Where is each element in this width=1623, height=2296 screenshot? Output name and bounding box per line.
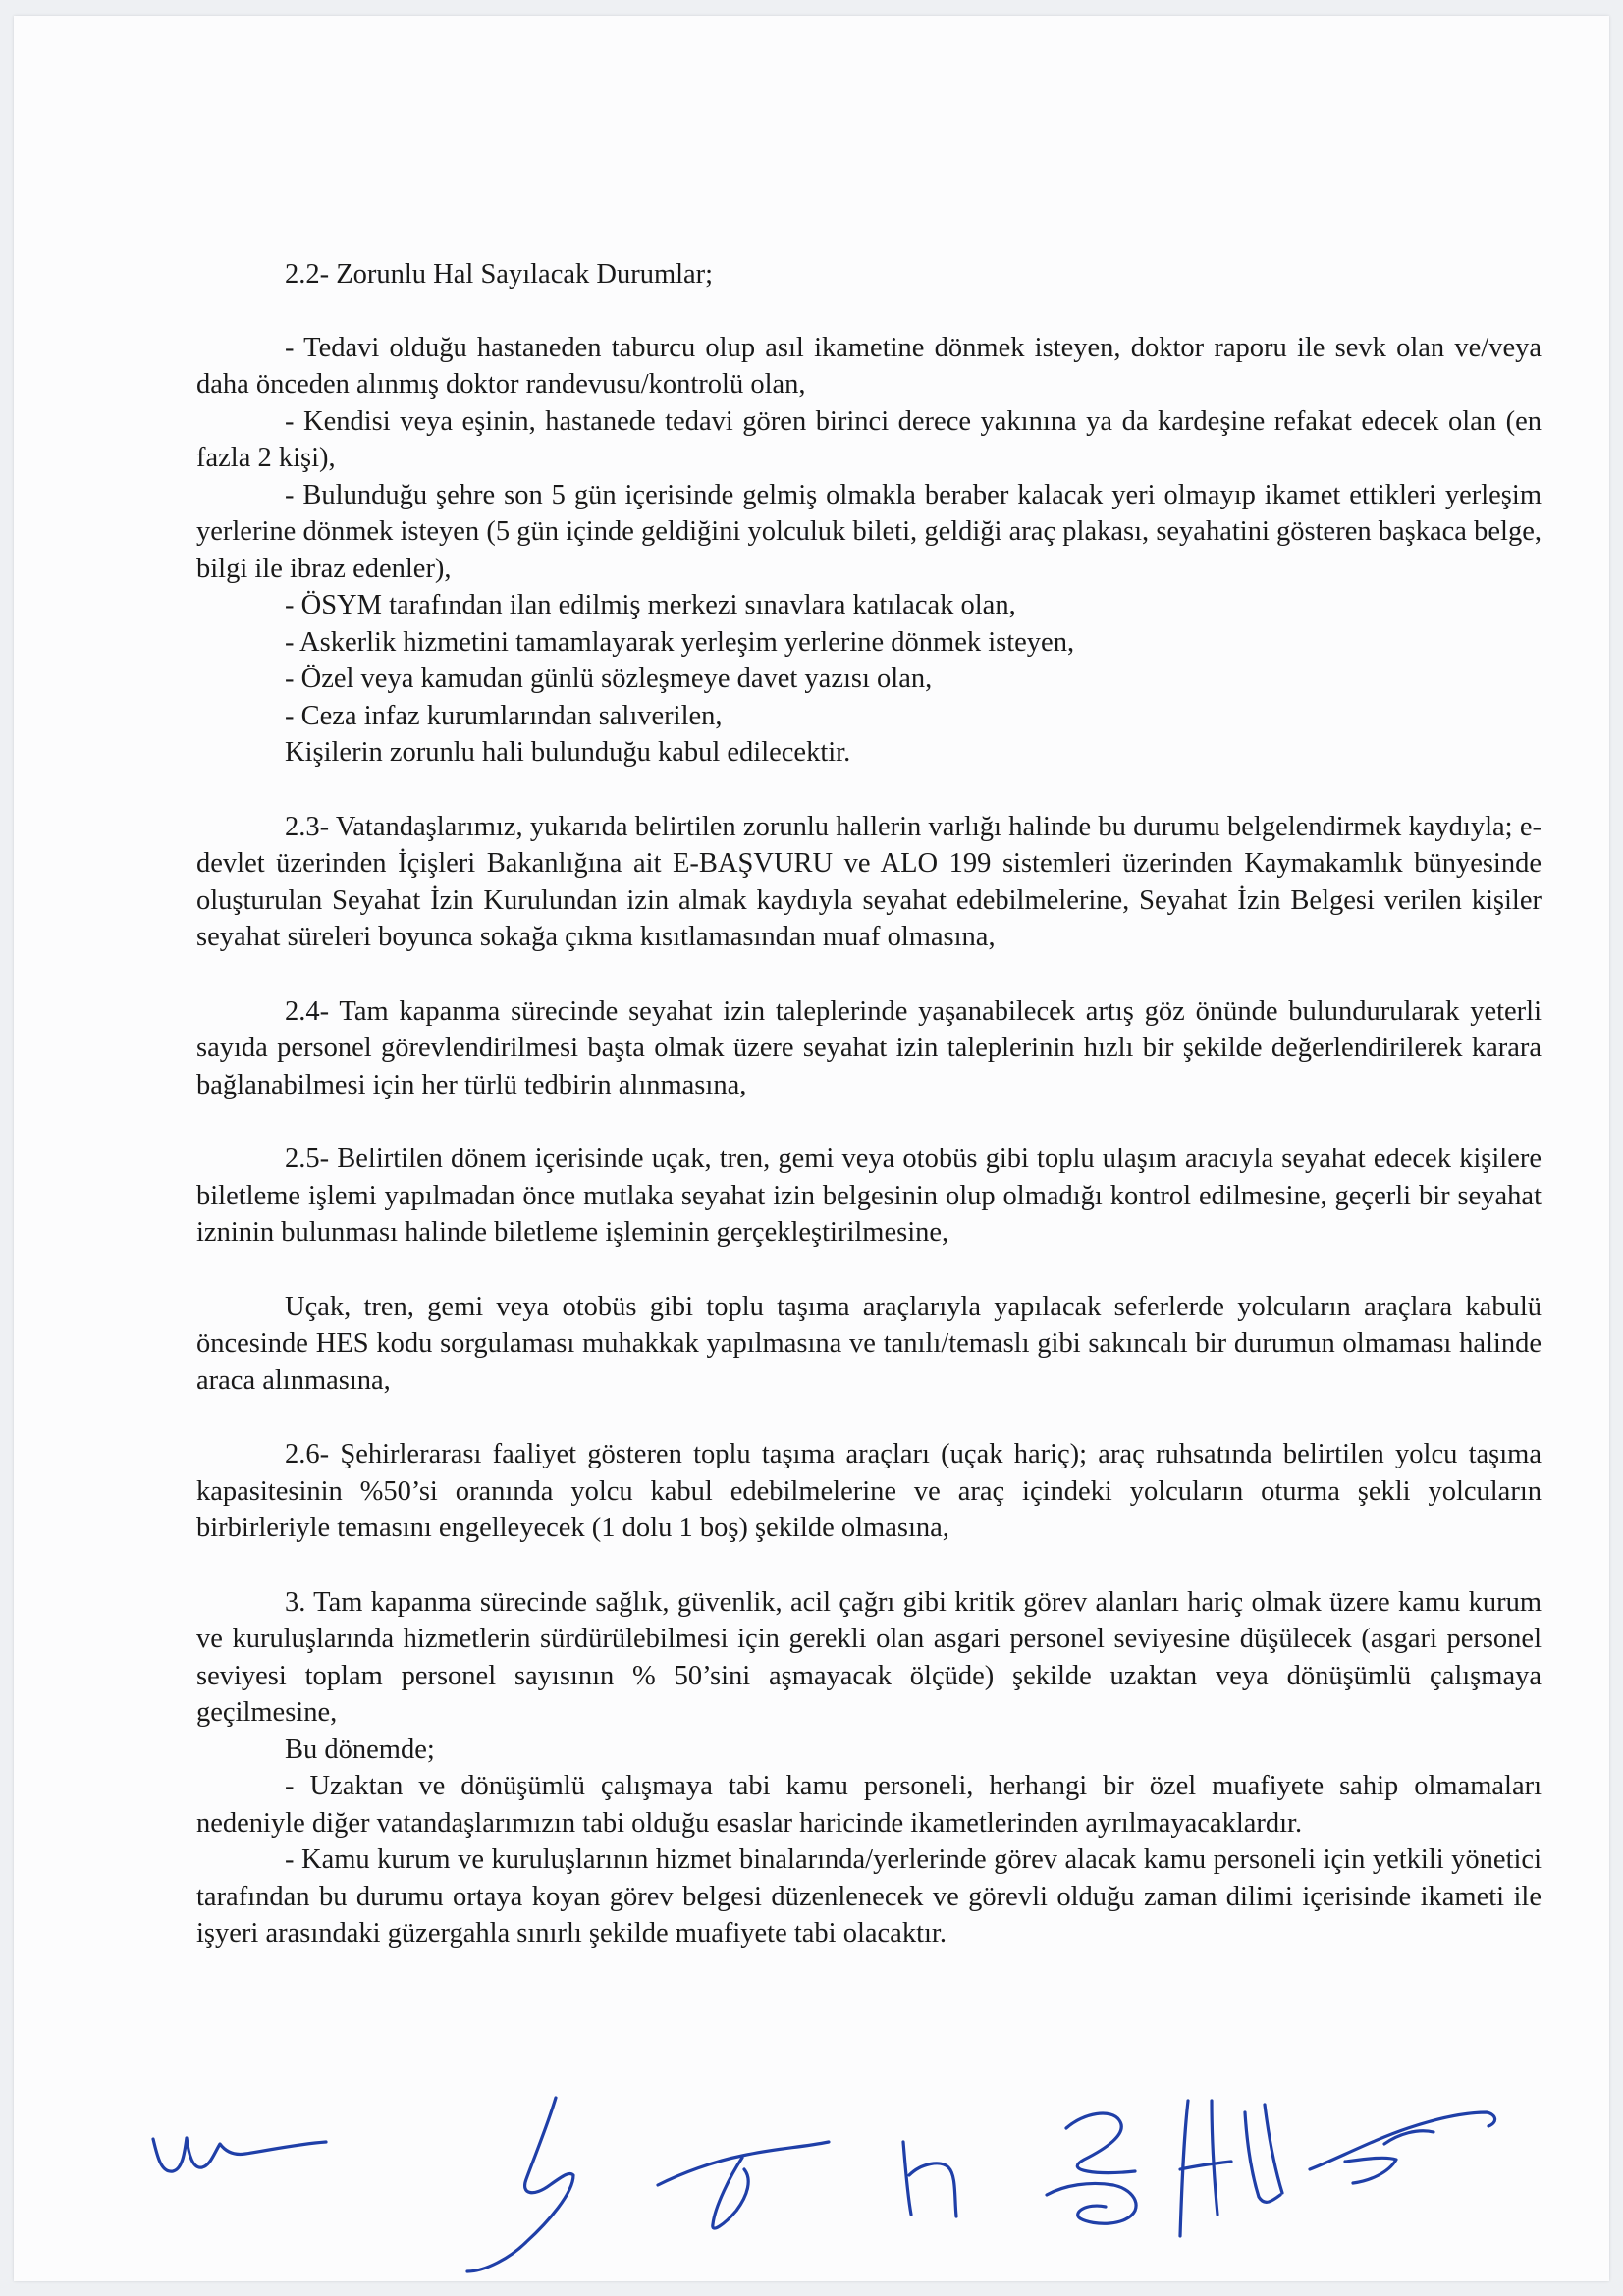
section-2-2-item: - Özel veya kamudan günlü sözleşmeye davet yazısı olan, [285,664,933,694]
section-2-5: 2.5- Belirtilen dönem içerisinde uçak, tren, gemi veya otobüs gibi toplu ulaşım aracıyla seyahat edecek kişilere biletleme işlemi yapılmadan önce mutlaka seyahat izin belgesinin olup olmadığı kontrol edilmesine, geçerli bir seyahat izninin bulunması halinde biletleme işleminin gerçekleştirilmesine, [196,1144,1542,1248]
section-2-3: 2.3- Vatandaşlarımız, yukarıda belirtilen zorunlu hallerin varlığı halinde bu durumu belgelendirmek kaydıyla; e-devlet üzerinden İçişleri Bakanlığına ait E-BAŞVURU ve ALO 199 sistemleri üzerinden Kaymakamlık bünyesinde oluşturulan Seyahat İzin Kurulundan izin almak kaydıyla seyahat edebilmelerine, Seyahat İzin Belgesi verilen kişiler seyahat süreleri boyunca sokağa çıkma kısıtlamasından muaf olmasına, [196,811,1542,952]
section-2-2-item: - Ceza infaz kurumlarından salıverilen, [285,700,723,731]
signature-7 [1310,2112,1495,2183]
signature-5 [1047,2113,1136,2223]
section-2-2-item: - Tedavi olduğu hastaneden taburcu olup asıl ikametine dönmek isteyen, doktor raporu ile sevk olan ve/veya daha önceden alınmış doktor randevusu/kontrolü olan, [196,332,1542,400]
section-3-intro: Bu dönemde; [285,1734,435,1765]
document-body [196,256,1542,1952]
section-2-2-heading: 2.2- Zorunlu Hal Sayılacak Durumlar; [285,259,714,290]
section-2-6: 2.6- Şehirlerarası faaliyet gösteren toplu taşıma araçları (uçak hariç); araç ruhsatında belirtilen yolcu taşıma kapasitesinin %50’si oranında yolcu kabul edebilmelerine ve araç içindeki yolcuların oturma şekli yolcuların birbirleriyle temasını engelleyecek (1 dolu 1 boş) şekilde olmasına, [196,1439,1542,1543]
signature-4 [903,2142,956,2216]
signature-1 [153,2138,326,2171]
signature-2 [467,2098,573,2271]
section-3-item: - Uzaktan ve dönüşümlü çalışmaya tabi kamu personeli, herhangi bir özel muafiyete sahip olmamaları nedeniyle diğer vatandaşlarımızın tabi olduğu esaslar haricinde ikametlerinden ayrılmayacaklardır. [196,1771,1542,1839]
section-2-5-paragraph-2: Uçak, tren, gemi veya otobüs gibi toplu taşıma araçlarıyla yapılacak seferlerde yolcuların araçlara kabulü öncesinde HES kodu sorgulaması muhakkak yapılmasına ve tanılı/temaslı gibi sakıncalı bir durumun olmaması halinde araca alınmasına, [196,1291,1542,1396]
document-page [14,16,1609,2281]
section-2-2-item: - Kendisi veya eşinin, hastanede tedavi gören birinci derece yakınına ya da kardeşine refakat edecek olan (en fazla 2 kişi), [196,405,1542,473]
section-2-4: 2.4- Tam kapanma sürecinde seyahat izin taleplerinde yaşanabilecek artış göz önünde bulundurularak yeterli sayıda personel görevlendirilmesi başta olmak üzere seyahat izin taleplerinin hızlı bir şekilde değerlendirilerek karara bağlanabilmesi için her türlü tedbirin alınmasına, [196,995,1542,1100]
signature-3 [658,2142,829,2228]
section-3-item: - Kamu kurum ve kuruluşlarının hizmet binalarında/yerlerinde görev alacak kamu personeli için yetkili yönetici tarafından bu durumu ortaya koyan görev belgesi düzenlenecek ve görevli olduğu zaman dilimi içerisinde ikameti ile işyeri arasındaki güzergahla sınırlı şekilde muafiyete tabi olacaktır. [196,1844,1542,1949]
section-2-2-item: - Bulunduğu şehre son 5 gün içerisinde gelmiş olmakla beraber kalacak yeri olmayıp ikamet ettikleri yerleşim yerlerine dönmek isteyen (5 gün içinde geldiğini yolculuk bileti, geldiği araç plakası, seyahatini gösteren başkaca belge, bilgi ile ibraz edenler), [196,479,1542,584]
section-2-2-item: - Askerlik hizmetini tamamlayarak yerleşim yerlerine dönmek isteyen, [285,626,1075,658]
section-2-2-closing: Kişilerin zorunlu hali bulunduğu kabul edilecektir. [285,737,851,768]
section-3: 3. Tam kapanma sürecinde sağlık, güvenlik, acil çağrı gibi kritik görev alanları hariç olmak üzere kamu kurum ve kuruluşlarında hizmetlerin sürdürülebilmesi için gerekli olan asgari personel seviyesine düşülecek (asgari personel seviyesi toplam personel sayısının % 50’sini aşmayacak ölçüde) şekilde uzaktan veya dönüşümlü çalışmaya geçilmesine, [196,1586,1542,1728]
section-2-2-item: - ÖSYM tarafından ilan edilmiş merkezi sınavlara katılacak olan, [285,590,1016,620]
signature-6 [1180,2101,1282,2236]
